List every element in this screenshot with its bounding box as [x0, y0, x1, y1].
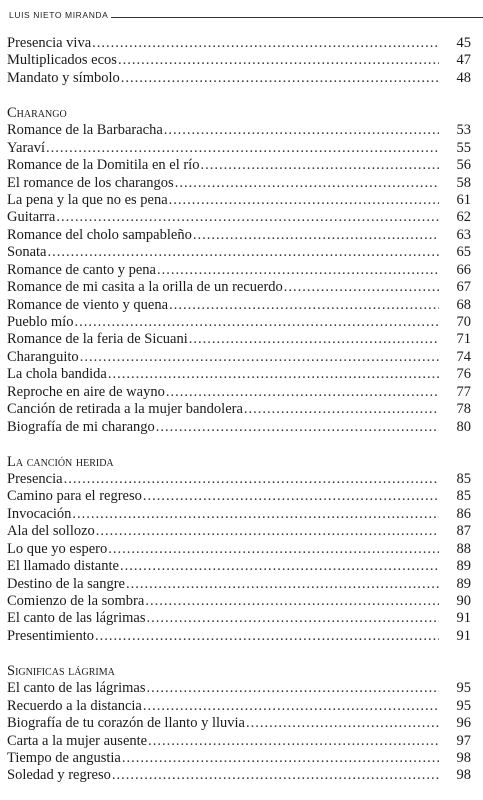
entry-title: Mandato y símbolo [7, 69, 120, 86]
toc-entry [7, 628, 471, 645]
entry-title: Romance de viento y quena [7, 296, 169, 313]
entry-title: Invocación [7, 505, 72, 522]
dot-leader [166, 384, 439, 401]
entry-title: Guitarra [7, 209, 56, 226]
entry-page-number: 55 [456, 139, 471, 156]
entry-title: Ala del sollozo [7, 523, 95, 540]
entry-page-number: 48 [456, 69, 471, 86]
dot-leader [122, 750, 439, 767]
entry-page-number: 97 [456, 732, 471, 749]
dot-leader [143, 698, 439, 715]
dot-leader [108, 366, 439, 383]
entry-title: La pena y la que no es pena [7, 191, 168, 208]
dot-leader [244, 401, 439, 418]
entry-title: Camino para el regreso [7, 488, 142, 505]
entry-title: Recuerdo a la distancia [7, 697, 142, 714]
toc-entry [7, 209, 471, 226]
toc-entry [7, 506, 471, 523]
entry-page-number: 71 [456, 331, 471, 348]
entry-page-number: 47 [456, 52, 471, 69]
dot-leader [145, 593, 439, 610]
toc-entry [7, 227, 471, 244]
dot-leader [95, 628, 439, 645]
entry-title: Carta a la mujer ausente [7, 732, 148, 749]
entry-page-number: 95 [456, 680, 471, 697]
entry-title: Sonata [7, 244, 47, 261]
dot-leader [169, 297, 439, 314]
entry-page-number: 96 [456, 715, 471, 732]
entry-title: El canto de las lágrimas [7, 680, 146, 697]
dot-leader [157, 262, 439, 279]
toc-entry [7, 52, 471, 69]
toc-entry [7, 70, 471, 87]
entry-page-number: 98 [456, 767, 471, 784]
toc-entry [7, 122, 471, 139]
entry-page-number: 88 [456, 540, 471, 557]
toc-entry [7, 401, 471, 418]
dot-leader [175, 175, 439, 192]
entry-page-number: 58 [456, 174, 471, 191]
dot-leader [56, 209, 439, 226]
entry-page-number: 87 [456, 523, 471, 540]
entry-title: Destino de la sangre [7, 575, 125, 592]
entry-title: Romance de mi casita a la orilla de un recuerdo [7, 279, 283, 296]
dot-leader [96, 523, 439, 540]
toc-entry [7, 262, 471, 279]
entry-page-number: 65 [456, 244, 471, 261]
toc-entry [7, 35, 471, 52]
toc-entry [7, 366, 471, 383]
entry-page-number: 61 [456, 191, 471, 208]
entry-title: Comienzo de la sombra [7, 593, 145, 609]
dot-leader [64, 471, 439, 488]
toc-entry [7, 576, 471, 593]
entry-page-number: 68 [456, 296, 471, 313]
entry-page-number: 78 [456, 401, 471, 418]
toc-entry [7, 279, 471, 296]
toc-entry [7, 698, 471, 715]
entry-title: Presencia viva [7, 35, 92, 51]
toc-entry [7, 384, 471, 401]
dot-leader [126, 576, 439, 593]
entry-page-number: 85 [456, 488, 471, 505]
entry-title: Presencia [7, 470, 63, 487]
dot-leader [108, 541, 439, 558]
toc-entry [7, 140, 471, 157]
dot-leader [121, 70, 439, 87]
toc-entry [7, 767, 471, 784]
toc-entry [7, 471, 471, 488]
entry-title: Canción de retirada a la mujer bandolera [7, 401, 243, 418]
entry-title: Biografía de mi charango [7, 418, 155, 435]
entry-page-number: 53 [456, 122, 471, 139]
entry-title: Reproche en aire de wayno [7, 383, 165, 400]
running-head [9, 6, 483, 20]
dot-leader [156, 419, 439, 436]
entry-title: Presentimiento [7, 627, 94, 644]
toc-entry [7, 331, 471, 348]
dot-leader [47, 244, 439, 261]
entry-page-number: 85 [456, 470, 471, 487]
entry-page-number: 98 [456, 749, 471, 766]
dot-leader [120, 558, 439, 575]
toc-entry [7, 541, 471, 558]
section-heading: La canción herida [7, 453, 114, 470]
dot-leader [148, 733, 439, 750]
toc-entry [7, 733, 471, 750]
dot-leader [80, 349, 439, 366]
toc-entry [7, 715, 471, 732]
entry-title: Pueblo mío [7, 314, 74, 330]
entry-page-number: 74 [456, 348, 471, 365]
entry-title: Romance del cholo sampableño [7, 226, 192, 243]
entry-title: Soledad y regreso [7, 767, 111, 784]
toc-entry [7, 750, 471, 767]
dot-leader [246, 715, 439, 732]
entry-title: El romance de los charangos [7, 174, 174, 191]
dot-leader [46, 140, 439, 157]
entry-page-number: 66 [456, 261, 471, 278]
dot-leader [169, 192, 439, 209]
dot-leader [92, 35, 439, 52]
entry-page-number: 89 [456, 558, 471, 575]
entry-page-number: 86 [456, 505, 471, 522]
entry-page-number: 95 [456, 697, 471, 714]
entry-title: La chola bandida [7, 366, 107, 383]
dot-leader [74, 314, 439, 331]
entry-page-number: 45 [456, 35, 471, 51]
entry-title: El llamado distante [7, 558, 119, 575]
toc-entry [7, 297, 471, 314]
entry-page-number: 77 [456, 383, 471, 400]
entry-page-number: 89 [456, 575, 471, 592]
toc-entry [7, 157, 471, 174]
entry-page-number: 56 [456, 157, 471, 174]
entry-page-number: 62 [456, 209, 471, 226]
toc-entry [7, 419, 471, 436]
entry-page-number: 91 [456, 610, 471, 627]
entry-title: Yaraví [7, 139, 45, 156]
toc-entry [7, 244, 471, 261]
dot-leader [147, 680, 439, 697]
toc-entry [7, 192, 471, 209]
entry-title: Romance de canto y pena [7, 261, 156, 278]
entry-page-number: 90 [456, 593, 471, 609]
entry-page-number: 70 [456, 314, 471, 330]
entry-title: Biografía de tu corazón de llanto y lluvia [7, 715, 245, 732]
entry-page-number: 67 [456, 279, 471, 296]
entry-page-number: 80 [456, 418, 471, 435]
entry-page-number: 63 [456, 226, 471, 243]
entry-title: Lo que yo espero [7, 540, 108, 557]
dot-leader [200, 157, 439, 174]
toc-entry [7, 680, 471, 697]
running-head-author: LUIS NIETO MIRANDA [9, 10, 109, 20]
dot-leader [189, 331, 439, 348]
toc-entry [7, 314, 471, 331]
toc-entry [7, 175, 471, 192]
entry-title: Romance de la feria de Sicuani [7, 331, 188, 348]
dot-leader [147, 610, 439, 627]
toc-entry [7, 349, 471, 366]
table-of-contents [7, 35, 471, 785]
toc-entry [7, 593, 471, 610]
entry-page-number: 76 [456, 366, 471, 383]
dot-leader [72, 506, 439, 523]
toc-entry [7, 523, 471, 540]
entry-title: Romance de la Barbaracha [7, 122, 163, 139]
entry-title: Multiplicados ecos [7, 52, 117, 69]
dot-leader [118, 52, 439, 69]
toc-entry [7, 488, 471, 505]
dot-leader [112, 767, 439, 784]
entry-title: Romance de la Domitila en el río [7, 157, 200, 174]
entry-title: Charanguito [7, 348, 79, 365]
entry-title: El canto de las lágrimas [7, 610, 146, 627]
dot-leader [284, 279, 439, 296]
section-heading: Charango [7, 104, 67, 121]
dot-leader [164, 122, 439, 139]
entry-title: Tiempo de angustia [7, 749, 121, 766]
dot-leader [193, 227, 439, 244]
entry-page-number: 91 [456, 627, 471, 644]
toc-entry [7, 610, 471, 627]
dot-leader [143, 488, 439, 505]
toc-entry [7, 558, 471, 575]
running-head-rule [111, 17, 483, 18]
section-heading: Significas lágrima [7, 662, 115, 679]
